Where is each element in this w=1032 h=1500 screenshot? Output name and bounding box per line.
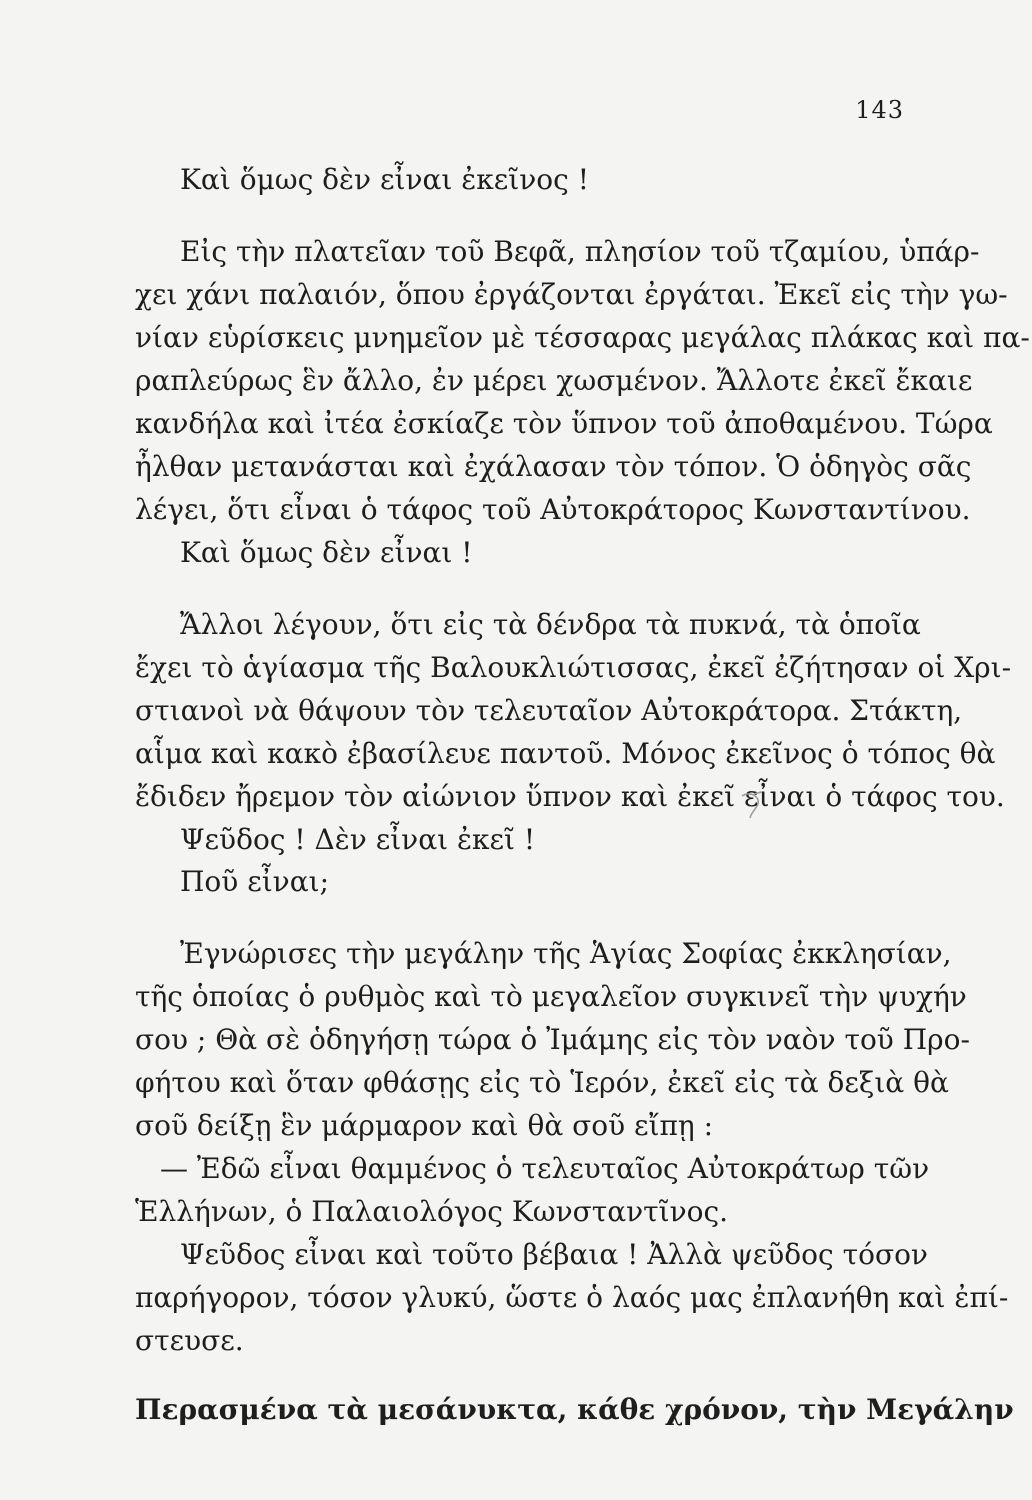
text-line: παρήγορον, τόσον γλυκύ, ὥστε ὁ λαός μας ἐπλανήθη καὶ ἐπί-	[135, 1281, 1009, 1314]
text-line: ἦλθαν μετανάσται καὶ ἐχάλασαν τὸν τόπον. Ὁ ὁδηγὸς σᾶς	[135, 450, 972, 483]
text-line: Ψεῦδος ! Δὲν εἶναι ἐκεῖ !	[180, 823, 536, 856]
text-line: σου ; Θὰ σὲ ὁδηγήσῃ τώρα ὁ Ἰμάμης εἰς τὸν ναὸν τοῦ Προ-	[135, 1023, 970, 1056]
text-line: ἔχει τὸ ἁγίασμα τῆς Βαλουκλιώτισσας, ἐκεῖ ἐζήτησαν οἱ Χρι-	[135, 651, 1012, 684]
text-line: στιανοὶ νὰ θάψουν τὸν τελευταῖον Αὐτοκράτορα. Στάκτη,	[135, 694, 963, 727]
text-line: Καὶ ὅμως δὲν εἶναι ἐκεῖνος !	[180, 163, 589, 196]
text-line: κανδήλα καὶ ἰτέα ἐσκίαζε τὸν ὕπνον τοῦ ἀποθαμένου. Τώρα	[135, 407, 993, 440]
text-line: στευσε.	[135, 1324, 244, 1357]
text-line: λέγει, ὅτι εἶναι ὁ τάφος τοῦ Αὐτοκράτορος Κωνσταντίνου.	[135, 493, 971, 526]
text-line: σοῦ δείξῃ ἓν μάρμαρον καὶ θὰ σοῦ εἴπῃ :	[135, 1109, 714, 1142]
text-line: νίαν εὑρίσκεις μνημεῖον μὲ τέσσαρας μεγάλας πλάκας καὶ πα-	[135, 321, 1030, 354]
text-line: χει χάνι παλαιόν, ὅπου ἐργάζονται ἐργάται. Ἐκεῖ εἰς τὴν γω-	[135, 278, 1008, 311]
page-number: 143	[855, 96, 904, 124]
text-line: ραπλεύρως ἓν ἄλλο, ἐν μέρει χωσμένον. Ἄλλοτε ἐκεῖ ἔκαιε	[135, 364, 973, 397]
text-line: Καὶ ὅμως δὲν εἶναι !	[180, 536, 473, 569]
text-line: Εἰς τὴν πλατεῖαν τοῦ Βεφᾶ, πλησίον τοῦ τζαμίου, ὑπάρ-	[180, 235, 980, 268]
text-line: τῆς ὁποίας ὁ ρυθμὸς καὶ τὸ μεγαλεῖον συγκινεῖ τὴν ψυχήν	[135, 980, 967, 1013]
text-line: αἷμα καὶ κακὸ ἐβασίλευε παντοῦ. Μόνος ἐκεῖνος ὁ τόπος θὰ	[135, 737, 996, 770]
text-line: Ψεῦδος εἶναι καὶ τοῦτο βέβαια ! Ἀλλὰ ψεῦδος τόσον	[180, 1238, 928, 1271]
pencil-mark	[738, 790, 766, 824]
text-line: Ἐγνώρισες τὴν μεγάλην τῆς Ἁγίας Σοφίας ἐκκλησίαν,	[180, 937, 952, 970]
text-line: φήτου καὶ ὅταν φθάσῃς εἰς τὸ Ἱερόν, ἐκεῖ εἰς τὰ δεξιὰ θὰ	[135, 1066, 949, 1099]
text-line: Ποῦ εἶναι;	[180, 865, 330, 898]
text-line: — Ἐδῶ εἶναι θαμμένος ὁ τελευταῖος Αὐτοκράτωρ τῶν	[160, 1152, 930, 1185]
text-line: Ἄλλοι λέγουν, ὅτι εἰς τὰ δένδρα τὰ πυκνά, τὰ ὁποῖα	[180, 608, 921, 641]
text-line: Περασμένα τὰ μεσάνυκτα, κάθε χρόνον, τὴν Μεγάλην	[135, 1393, 1014, 1426]
text-line: ἔδιδεν ἤρεμον τὸν αἰώνιον ὕπνον καὶ ἐκεῖ εἶναι ὁ τάφος του.	[135, 780, 1005, 813]
text-line: Ἑλλήνων, ὁ Παλαιολόγος Κωνσταντῖνος.	[135, 1195, 729, 1228]
